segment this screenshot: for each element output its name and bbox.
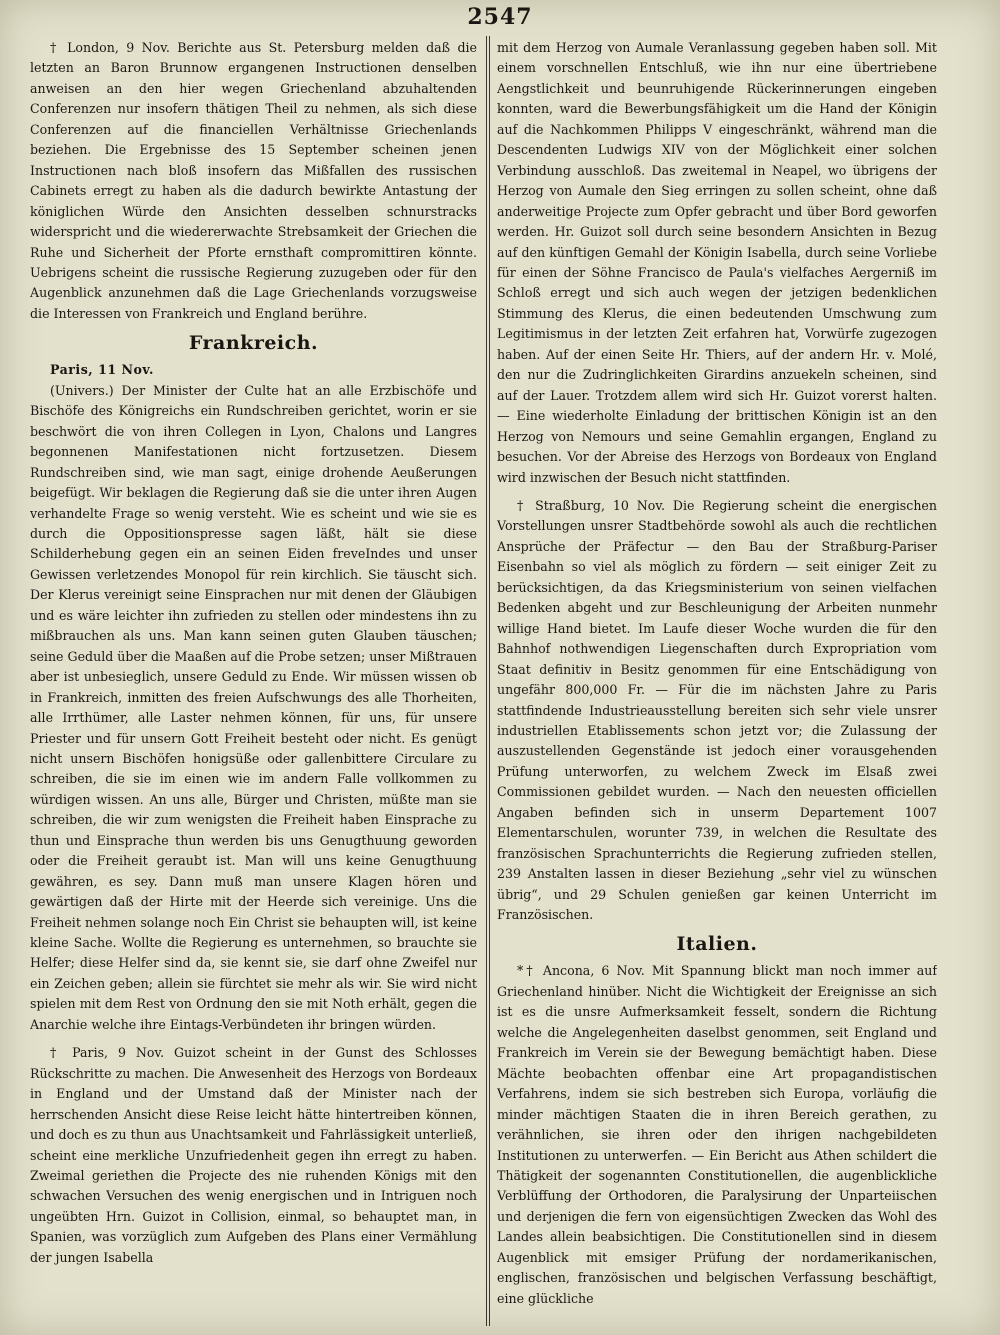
article-strassburg: † Straßburg, 10 Nov. Die Regierung scheint die energischen Vorstellungen unsrer Stadtbehörde sowohl als auch die rechtlichen Ansprüche der Präfectur — den Bau der Straßburg-Pariser Eisenbahn so viel als möglich zu fördern — seit einiger Zeit zu berücksichtigen, da das Kriegsministerium von seinen vielfachen Bedenken abgeht und zur Beschleunigung der Arbeiten nunmehr willige Hand bietet. Im Laufe dieser Woche wurden die für den Bahnhof nothwendigen Liegenschaften durch Expropriation vom Staat definitiv in Besitz genommen für eine Entschädigung von ungefähr 800,000 Fr. — Für die im nächsten Jahre zu Paris stattfindende Industrieausstellung bereiten sich sehr viele unsrer industriellen Etablissements schon jetzt vor; die Zulassung der auszustellenden Gegenstände ist jedoch einer vorausgehenden Prüfung unterworfen, zu welchem Zweck im Elsaß zwei Commissionen gebildet wurden. — Nach den neuesten officiellen Angaben befinden sich in unserm Departement 1007 Elementarschulen, worunter 739, in welchen die Resultate des französischen Sprachunterrichts die Regierung zufrieden stellen, 239 Anstalten lassen in dieser Beziehung „sehr viel zu wünschen übrig“, und 29 Schulen genießen gar keinen Unterricht im Französischen. (497, 497, 937, 923)
article-paris-guizot: † Paris, 9 Nov. Guizot scheint in der Gunst des Schlosses Rückschritte zu machen. Die Anwesenheit des Herzogs von Bordeaux in England und der Umstand daß der Minister nach der herrschenden Ansicht diese Reise leicht hätte hintertreiben können, und doch es zu thun aus Unachtsamkeit und Fahrlässigkeit unterließ, scheint eine merkliche Unzufriedenheit gegen ihn erregt zu haben. Zweimal geriethen die Projecte des nie ruhenden Königs mit den schwachen Versuchen des wenig energischen und in Intriguen noch ungeübten Hrn. Guizot in Collision, einmal, so behauptet man, in Spanien, was vorzüglich zum Aufgeben des Plans einer Vermählung der jungen Isabella (30, 1045, 477, 1265)
article-paris-guizot-continued: mit dem Herzog von Aumale Veranlassung gegeben haben soll. Mit einem vorschnellen Entschluß, wie ihn nur eine übertriebene Aengstlichkeit und beunruhigende Rückerinnerungen eingeben konnten, ward die Bewerbungsfähigkeit um die Hand der Königin auf die Nachkommen Philipps V eingeschränkt, während man die Descendenten Ludwigs XIV von der Möglichkeit einer solchen Verbindung ausschloß. Das zweitemal in Neapel, wo übrigens der Herzog von Aumale den Sieg erringen zu sollen scheint, ohne daß anderweitige Projecte zum Opfer gebracht und über Bord geworfen werden. Hr. Guizot soll durch seine besondern Ansichten in Bezug auf den künftigen Gemahl der Königin Isabella, durch seine Vorliebe für einen der Söhne Francisco de Paula's vielfaches Aergerniß im Schloß erregt und sich auch wegen der jetzigen bedenklichen Stimmung des Klerus, die einen bedeutenden Umschwung zum Legitimismus in der letzten Zeit erfahren hat, Vorwürfe zugezogen haben. Auf der einen Seite Hr. Thiers, auf der andern Hr. v. Molé, den nur die Zudringlichkeiten Girardins anzuekeln scheinen, sind auf der Lauer. Trotzdem allem wird sich Hr. Guizot vorerst halten. — Eine wiederholte Einladung der brittischen Königin ist an den Herzog von Nemours und seine Gemahlin ergangen, England zu besuchen. Vor der Abreise des Herzogs von Bordeaux von England wird inzwischen der Besuch nicht stattfinden. (497, 40, 937, 485)
page-number: 2547 (467, 4, 533, 30)
right-column (497, 38, 937, 1328)
section-heading-italien: Italien. (676, 933, 758, 956)
article-london: † London, 9 Nov. Berichte aus St. Petersburg melden daß die letzten an Baron Brunnow ergangenen Instructionen denselben anweisen an den hier wegen Griechenland abzuhaltenden Conferenzen nur insofern thätigen Theil zu nehmen, als sich diese Conferenzen auf die financiellen Verhältnisse Griechenlands beziehen. Die Ergebnisse des 15 September scheinen jenen Instructionen nach bloß insofern das Mißfallen des russischen Cabinets erregt zu haben als die dadurch bewirkte Antastung der königlichen Würde den Ansichten desselben schnurstracks widerspricht und die wiedererwachte Strebsamkeit der Griechen die Ruhe und Sicherheit der Pforte ernsthaft compromittiren könnte. Uebrigens scheint die russische Regierung zuzugeben oder für den Augenblick anzunehmen daß die Lage Griechenlands vorzugsweise die Interessen von Frankreich und England berühre. (30, 40, 477, 321)
section-heading-frankreich: Frankreich. (188, 332, 319, 355)
column-divider (486, 36, 487, 1326)
dateline-paris: Paris, 11 Nov. (50, 362, 154, 378)
spacer (30, 1035, 477, 1043)
article-ancona: *† Ancona, 6 Nov. Mit Spannung blickt man noch immer auf Griechenland hinüber. Nicht die Wichtigkeit der Ereignisse an sich ist es die unsre Aufmerksamkeit fesselt, sondern die Richtung welche die Angelegenheiten daselbst genommen, seit England und Frankreich im Verein sie der Bewegung bemächtigt haben. Diese Mächte beobachten offenbar eine Art propagandistischen Verfahrens, indem sie sich bestreben sich Europa, vorläufig die minder mächtigen Staaten die in ihren Bereich gerathen, zu verähnlichen, sie ihren oder den ihrigen nachgebildeten Institutionen zu unterwerfen. — Ein Bericht aus Athen schildert die Thätigkeit der sogenannten Constitutionellen, die augenblickliche Verblüffung der Orthodoren, die Paralysirung der Unparteiischen und derjenigen die fern von eigensüchtigen Zwecken das Wohl des Landes allein beabsichtigen. Die Constitutionellen sind in diesem Augenblick mit emsiger Prüfung der nordamerikanischen, englischen, französischen und belgischen Verfassung beschäftigt, eine glückliche (497, 963, 937, 1306)
left-column (30, 38, 477, 1328)
column-divider-second-rule (489, 36, 490, 1326)
article-paris-univers: (Univers.) Der Minister der Culte hat an alle Erzbischöfe und Bischöfe des Königreichs ein Rundschreiben gerichtet, worin er sie beschwört die von ihren Collegen in Lyon, Chalons und Langres begonnenen Manifestationen nicht fortzusetzen. Diesem Rundschreiben sind, wie man sagt, einige drohende Aeußerungen beigefügt. Wir beklagen die Regierung daß sie die unter ihren Augen verhandelte Frage so wenig versteht. Wie es scheint und wie sie es durch die Oppositionspresse sagen läßt, hält sie diese Schilderhebung gegen ein an seinen Eiden freveIndes und unser Gewissen verletzendes Monopol für rein kirchlich. Sie täuscht sich. Der Klerus vereinigt seine Einsprachen nur mit denen der Gläubigen und es wäre leichter ihn zufrieden zu stellen oder mindestens ihn zu mißbrauchen als uns. Man kann seinen guten Glauben täuschen; seine Geduld über die Maaßen auf die Probe setzen; unser Mißtrauen aber ist unbesieglich, unsere Geduld zu Ende. Wir müssen wissen ob in Frankreich, inmitten des freien Aufschwungs des alle Thorheiten, alle Irrthümer, alle Laster nehmen können, für uns, für unsere Priester und für unsern Gott Freiheit besteht oder nicht. Es genügt nicht unsern Bischöfen honigsüße oder gallenbittere Circulare zu schreiben, die sie im einen wie im andern Falle vollkommen zu würdigen wissen. An uns alle, Bürger und Christen, müßte man sie schreiben, die wir zum wenigsten die Freiheit haben Einsprache zu thun und Einsprache thun werden bis uns Genugthuung geworden oder die Freiheit geraubt ist. Man will uns keine Genugthuung gewähren, es sey. Dann muß man unsere Klagen hören und gewärtigen daß der Hirte mit der Heerde sich vereinige. Uns die Freiheit nehmen solange noch Ein Christ sie behaupten will, ist keine kleine Sache. Wollte die Regierung es unternehmen, so brauchte sie Helfer; diese Helfer sind da, sie kennt sie, sie darf ohne Zweifel nur ein Zeichen geben; allein sie fürchtet sie mehr als wir. Sie wird nicht spielen mit dem Rest von Ordnung den sie mit Noth erhält, gegen die Anarchie welche ihre Eintags-Verbündeten ihr bringen würden. (30, 382, 477, 1032)
spacer (497, 488, 937, 496)
